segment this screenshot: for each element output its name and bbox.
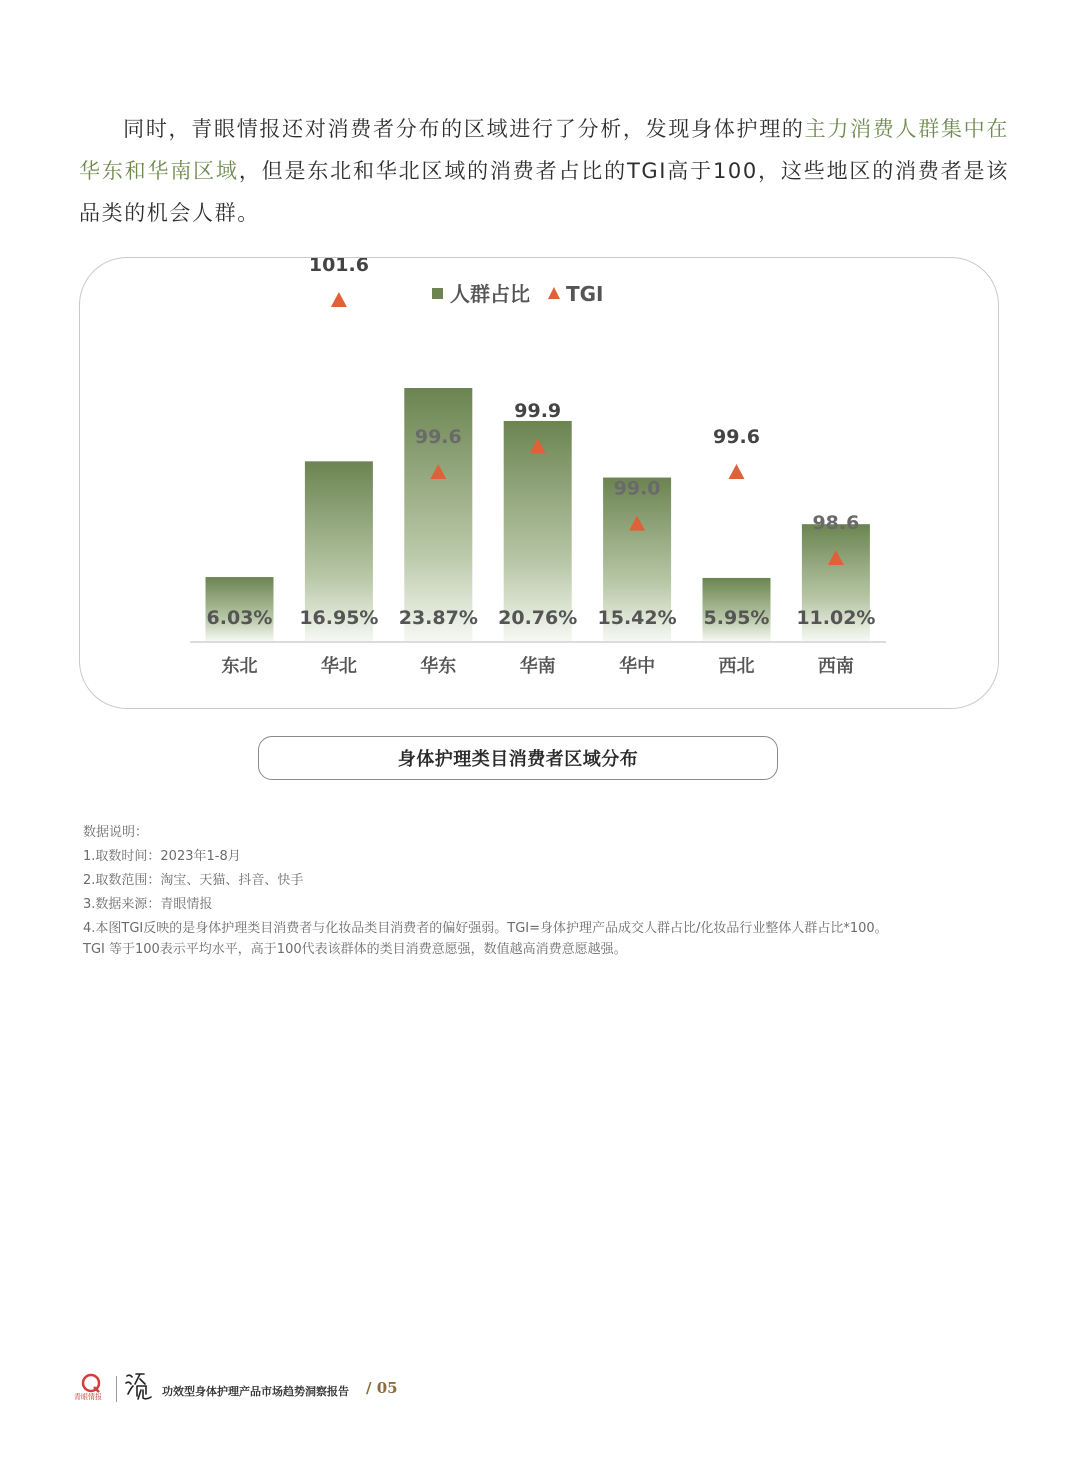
bar-series (206, 388, 876, 641)
tgi-marker (331, 292, 347, 307)
data-notes (83, 821, 1013, 959)
bar-value-label: 11.02% (796, 607, 876, 629)
notes-line: 1.取数时间：2023年1-8月 (83, 849, 241, 864)
notes-heading: 数据说明： (83, 825, 149, 840)
bar-value-label: 15.42% (597, 607, 677, 629)
bar-value-label: 5.95% (703, 607, 770, 629)
notes-line: 2.取数范围：淘宝、天猫、抖音、快手 (83, 873, 304, 888)
legend-swatch-bar (432, 288, 443, 299)
tgi-value-label: 99.0 (613, 477, 661, 500)
x-axis (190, 642, 886, 677)
bar-value-label: 20.76% (498, 607, 578, 629)
x-tick-label: 华中 (619, 656, 656, 677)
qingyan-logo-text: 青眼情报 (74, 1393, 102, 1401)
tgi-value-label: 99.6 (414, 426, 462, 448)
bar-value-label: 23.87% (398, 607, 478, 629)
tgi-marker (729, 464, 745, 479)
footer-divider (116, 1376, 117, 1402)
region-chart (80, 258, 1000, 710)
x-tick-label: 西北 (718, 656, 755, 677)
x-tick-label: 华东 (420, 656, 457, 677)
x-tick-label: 华北 (320, 656, 357, 677)
footer-report-title: 功效型身体护理产品市场趋势洞察报告 (162, 1385, 349, 1398)
notes-line: TGI 等于100表示平均水平，高于100代表该群体的类目消费意愿强，数值越高消费意愿越强。 (83, 942, 627, 957)
intro-paragraph (79, 108, 1009, 234)
chart-caption-text: 身体护理类目消费者区域分布 (397, 749, 639, 770)
tgi-value-label: 99.9 (514, 400, 562, 423)
notes-line: 3.数据来源：青眼情报 (83, 897, 213, 912)
notes-line: 4.本图TGI反映的是身体护理类目消费者与化妆品类目消费者的偏好强弱。TGI=身体护理产品成交人群占比/化妆品行业整体人群占比*100。 (83, 921, 888, 936)
intro-highlight: 主力消费人群集中在华东和华南区域 (79, 117, 1009, 183)
legend-marker-tgi (548, 287, 560, 299)
chart-caption (258, 736, 778, 780)
tgi-value-label: 98.6 (812, 512, 860, 534)
chart-legend (432, 282, 604, 306)
legend-label-bar: 人群占比 (450, 282, 530, 306)
tgi-value-label: 99.6 (713, 426, 760, 448)
x-tick-label: 西南 (817, 656, 854, 677)
x-tick-label: 华南 (519, 656, 556, 677)
chart-card (79, 257, 999, 709)
page-footer (74, 1372, 494, 1408)
page-number: / 05 (366, 1379, 398, 1397)
legend-label-tgi: TGI (566, 282, 604, 306)
intro-text-2: ，但是东北和华北区域的消费者占比的TGI高于100，这些地区的消费者是该品类的机会人群。 (79, 159, 1009, 225)
intro-text-1: 同时，青眼情报还对消费者分布的区域进行了分析，发现身体护理的 (123, 117, 805, 141)
brand-logo-icon (124, 1370, 154, 1402)
bar-value-label: 16.95% (299, 607, 379, 629)
x-tick-label: 东北 (221, 656, 258, 677)
tgi-value-label: 101.6 (308, 258, 369, 276)
bar-value-label: 6.03% (206, 607, 273, 629)
